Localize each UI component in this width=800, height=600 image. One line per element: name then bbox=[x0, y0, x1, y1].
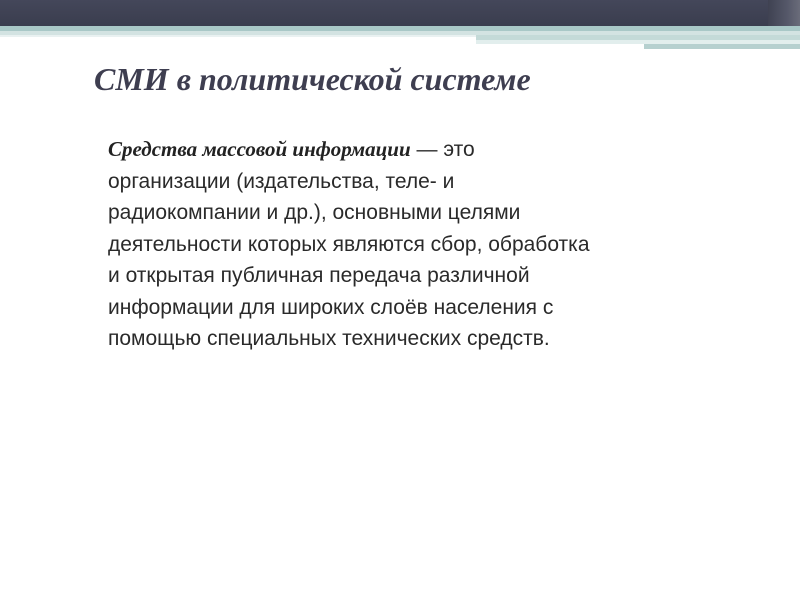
definition-term: Средства массовой информации bbox=[108, 137, 411, 161]
definition-line: деятельности которых являются сбор, обработка bbox=[108, 232, 590, 256]
definition-line: — это bbox=[410, 138, 475, 161]
definition-line: организации (издательства, теле- и bbox=[108, 169, 455, 193]
definition-line: радиокомпании и др.), основными целями bbox=[108, 201, 521, 224]
definition-paragraph bbox=[108, 134, 688, 355]
definition-line: и открытая публичная передача различной bbox=[108, 264, 530, 287]
definition-line: информации для широких слоёв населения с bbox=[108, 295, 554, 319]
slide-title: СМИ в политической системе bbox=[94, 61, 531, 97]
header-teal-band-faint bbox=[0, 35, 476, 37]
header-decoration bbox=[0, 0, 800, 50]
header-dark-band bbox=[0, 0, 780, 26]
definition-first-line bbox=[108, 134, 688, 166]
header-dark-band-right bbox=[768, 0, 800, 26]
definition-line: помощью специальных технических средств. bbox=[108, 327, 550, 350]
header-teal-band-short bbox=[644, 44, 800, 49]
